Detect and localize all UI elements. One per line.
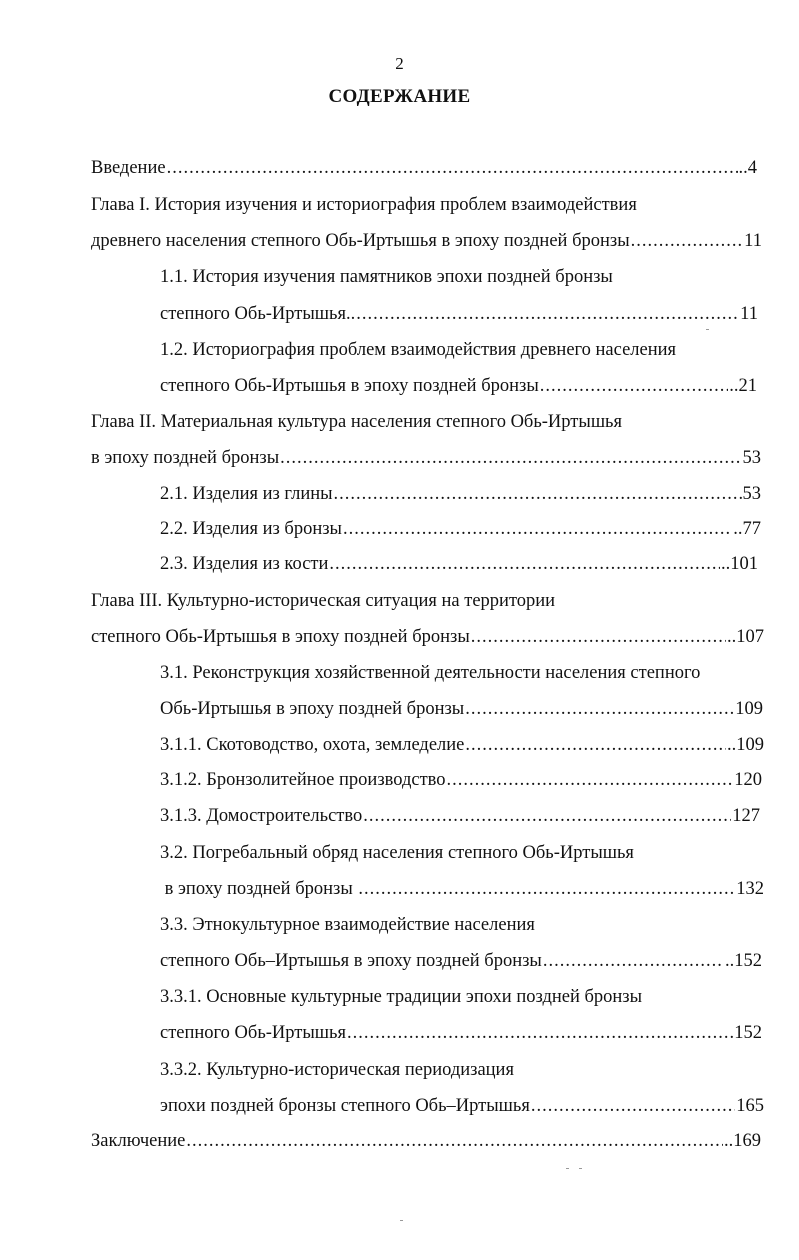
dot-leader (334, 484, 742, 505)
toc-entry-text: степного Обь-Иртышья в эпоху поздней бронзы (160, 376, 539, 396)
toc-entry-text: 3.3.2. Культурно-историческая периодизация (160, 1060, 514, 1080)
scan-speck (579, 1168, 582, 1169)
toc-page-number: 152 (734, 1023, 762, 1043)
dot-leader (186, 1131, 723, 1152)
toc-entry-introduction (91, 158, 757, 184)
toc-page-number: ..107 (727, 627, 764, 647)
toc-entry-chapter-3-line-1 (91, 591, 555, 617)
toc-entry-text: Введение (91, 158, 166, 178)
toc-entry-text: 3.2. Погребальный обряд населения степного Обь-Иртышья (160, 843, 634, 863)
toc-entry-text: 2.1. Изделия из глины (160, 484, 333, 504)
toc-page-number: 53 (742, 448, 761, 468)
toc-entry-section-3-1-2 (160, 770, 762, 796)
toc-page-number: ..152 (725, 951, 762, 971)
toc-entry-section-3-1-line-1 (160, 663, 700, 689)
toc-entry-text: в эпоху поздней бронзы (160, 879, 358, 899)
dot-leader (358, 879, 735, 900)
toc-entry-text: Глава III. Культурно-историческая ситуация на территории (91, 591, 556, 611)
toc-entry-section-3-3-line-1 (160, 915, 535, 941)
toc-page-number: 11 (744, 231, 762, 251)
toc-entry-text: эпохи поздней бронзы степного Обь–Иртышья (160, 1096, 530, 1116)
toc-entry-text: 1.1. История изучения памятников эпохи поздней бронзы (160, 267, 613, 287)
dot-leader (465, 735, 726, 756)
toc-entry-chapter-2-line-2 (91, 448, 761, 474)
toc-entry-section-2-1 (160, 484, 761, 510)
toc-entry-section-1-2-line-1 (160, 340, 676, 366)
toc-entry-text: 3.3. Этнокультурное взаимодействие населения (160, 915, 535, 935)
toc-entry-text: 3.1.2. Бронзолитейное производство (160, 770, 446, 790)
toc-entry-chapter-3-line-2 (91, 627, 764, 653)
toc-entry-text: древнего населения степного Обь-Иртышья в эпоху поздней бронзы (91, 231, 630, 251)
toc-entry-text: в эпоху поздней бронзы (91, 448, 280, 468)
toc-entry-text: Заключение (91, 1131, 186, 1151)
toc-page-number: 53 (742, 484, 761, 504)
dot-leader (167, 158, 738, 179)
scan-speck (400, 1220, 403, 1221)
dot-leader (447, 770, 734, 791)
toc-page-number: 109 (735, 699, 763, 719)
toc-entry-chapter-1-line-2 (91, 231, 762, 257)
toc-entry-section-1-2-line-2 (160, 376, 757, 402)
dot-leader (356, 304, 739, 325)
dot-leader (631, 231, 744, 252)
toc-entry-section-3-3-line-2 (160, 951, 762, 977)
toc-entry-section-3-1-3 (160, 806, 760, 832)
toc-entry-text: 1.2. Историография проблем взаимодействия древнего населения (160, 340, 677, 360)
toc-entry-text: Обь-Иртышья в эпоху поздней бронзы (160, 699, 465, 719)
toc-entry-section-1-1-line-1 (160, 267, 613, 293)
toc-entry-section-3-3-1-line-2 (160, 1023, 762, 1049)
toc-entry-section-3-2-line-1 (160, 843, 634, 869)
dot-leader (540, 376, 728, 397)
toc-page-number: ..109 (727, 735, 764, 755)
toc-entry-section-2-2 (160, 519, 761, 545)
toc-entry-text: степного Обь-Иртышья (160, 1023, 347, 1043)
dot-leader (363, 806, 731, 827)
toc-entry-text: 2.2. Изделия из бронзы (160, 519, 342, 539)
toc-entry-chapter-1-line-1 (91, 195, 637, 221)
toc-entry-text: 2.3. Изделия из кости (160, 554, 329, 574)
toc-entry-text: степного Обь-Иртышья в эпоху поздней бронзы (91, 627, 470, 647)
toc-page-number: 120 (734, 770, 762, 790)
toc-page-number: 165 (736, 1096, 764, 1116)
dot-leader (347, 1023, 733, 1044)
toc-page-number: ..21 (729, 376, 757, 396)
dot-leader (343, 519, 732, 540)
toc-entry-conclusion (91, 1131, 761, 1157)
toc-page-number: ..77 (733, 519, 761, 539)
toc-entry-chapter-2-line-1 (91, 412, 622, 438)
toc-entry-section-3-1-1 (160, 735, 764, 761)
dot-leader (543, 951, 724, 972)
toc-entry-section-1-1-line-2 (160, 304, 758, 330)
toc-page-number: 127 (732, 806, 760, 826)
dot-leader (531, 1096, 735, 1117)
toc-page-number: 132 (736, 879, 764, 899)
dot-leader (465, 699, 734, 720)
toc-page-number: ..169 (724, 1131, 761, 1151)
toc-entry-text: 3.1. Реконструкция хозяйственной деятельности населения степного (160, 663, 701, 683)
scan-speck (706, 329, 709, 330)
page-number: 2 (395, 54, 404, 73)
toc-entry-text: степного Обь–Иртышья в эпоху поздней бронзы (160, 951, 542, 971)
toc-entry-text: 3.1.1. Скотоводство, охота, земледелие (160, 735, 465, 755)
toc-entry-text: 3.1.3. Домостроительство (160, 806, 363, 826)
dot-leader (280, 448, 741, 469)
toc-entry-section-2-3 (160, 554, 758, 580)
toc-entry-section-3-3-2-line-2 (160, 1096, 764, 1122)
page-title: СОДЕРЖАНИЕ (328, 86, 471, 107)
toc-page-number: 11 (740, 304, 758, 324)
toc-entry-section-3-2-line-2 (160, 879, 764, 905)
toc-page-number: ..101 (721, 554, 758, 574)
toc-entry-section-3-3-1-line-1 (160, 987, 642, 1013)
dot-leader (329, 554, 720, 575)
toc-entry-text: Глава I. История изучения и историография проблем взаимодействия (91, 195, 637, 215)
toc-entry-section-3-1-line-2 (160, 699, 763, 725)
toc-entry-section-3-3-2-line-1 (160, 1060, 514, 1086)
toc-entry-text: Глава II. Материальная культура населения степного Обь-Иртышья (91, 412, 623, 432)
toc-entry-text: степного Обь-Иртышья.. (160, 304, 356, 324)
scan-speck (566, 1168, 569, 1169)
toc-page-number: ..4 (738, 158, 757, 178)
dot-leader (471, 627, 726, 648)
toc-entry-text: 3.3.1. Основные культурные традиции эпохи поздней бронзы (160, 987, 643, 1007)
